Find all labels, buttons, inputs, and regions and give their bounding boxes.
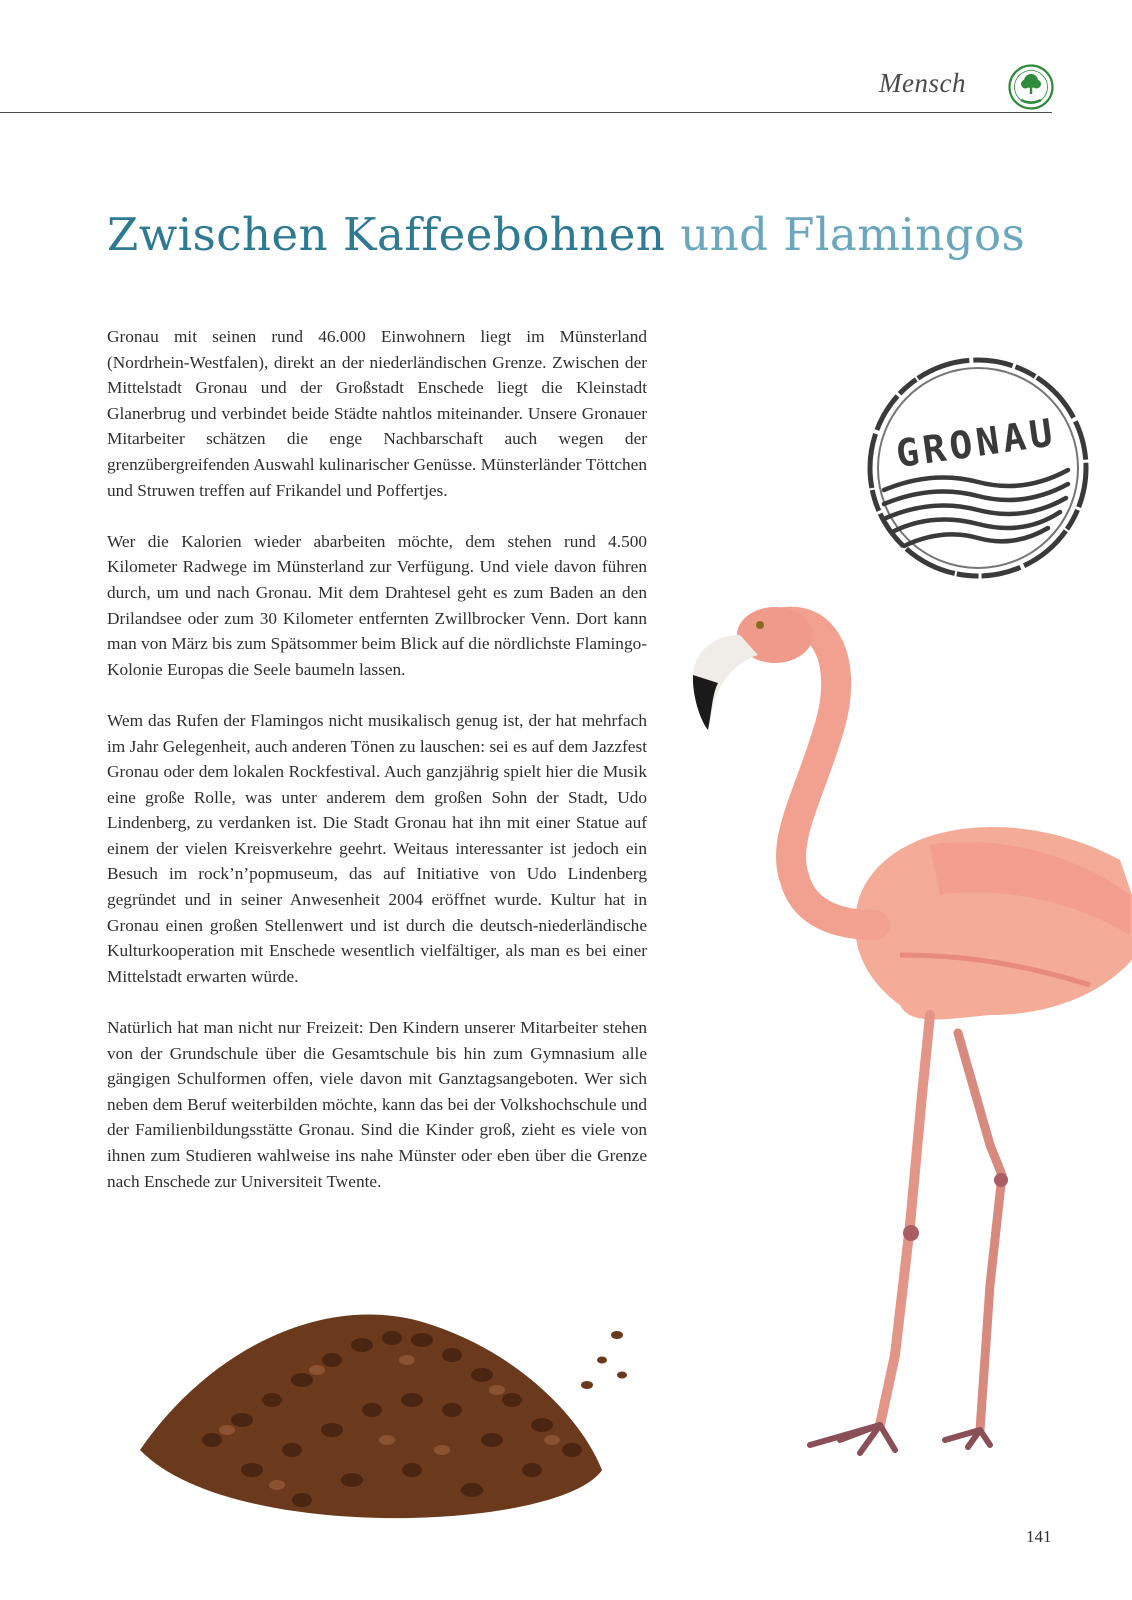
title-part-1: Zwischen Kaffeebohnen [107,208,666,261]
header-rule [0,112,1052,113]
article-body [107,324,647,1220]
article-paragraph: Natürlich hat man nicht nur Freizeit: Den Kindern unserer Mitarbeiter stehen von der Grundschule über die Gesamtschule bis hin zum Gymnasium alle gängigen Schulformen offen, viele davon mit Ganztagsangeboten. Wer sich neben dem Beruf weiterbilden möchte, kann das bei der Volkshochschule und der Familienbildungsstätte Gronau. Sind die Kinder groß, zieht es viele von ihnen zum Studieren wahlweise ins nahe Münster oder eben über die Grenze nach Enschede zur Universiteit Twente. [107,1018,647,1191]
title-part-2: und Flamingos [680,208,1026,261]
article-paragraph: Wer die Kalorien wieder abarbeiten möchte, dem stehen rund 4.500 Kilometer Radwege im Münsterland zur Verfügung. Und viele davon führen durch, um und nach Gronau. Mit dem Drahtesel geht es zum Baden an den Drilandsee oder zum 30 Kilometer entfernten Zwillbrocker Venn. Dort kann man von März bis zum Spätsommer beim Blick auf die nördlichste Flamingo-Kolonie Europas die Seele baumeln lassen. [107,531,647,679]
article-paragraph: Wem das Rufen der Flamingos nicht musikalisch genug ist, der hat mehrfach im Jahr Gelegenheit, auch anderen Tönen zu lauschen: sei es auf dem Jazzfest Gronau oder dem lokalen Rockfestival. Auch ganzjährig spielt hier die Musik eine große Rolle, was unter anderem dem großen Sohn der Stadt, Udo Lindenberg, zu verdanken ist. Die Stadt Gronau hat ihn mit einer Statue auf einem der vielen Kreisverkehre geehrt. Weitaus interessanter ist jedoch ein Besuch im rock’n’popmuseum, das auf Initiative von Udo Lindenberg gegründet und in seiner Anwesenheit 2004 eröffnet wurde. Kultur hat in Gronau einen großen Stellenwert und ist durch die deutsch-niederländische Kulturkooperation mit Enschede wesentlich vielfältiger, als man es bei einer Mittelstadt erwarten würde. [107,710,647,986]
article-paragraph: Gronau mit seinen rund 46.000 Einwohnern liegt im Münsterland (Nordrhein-Westfalen), direkt an der niederländischen Grenze. Zwischen der Mittelstadt Gronau und der Großstadt Enschede liegt die Kleinstadt Glanerbrug und verbindet beide Städte nahtlos miteinander. Unsere Gronauer Mitarbeiter schätzen die enge Nachbarschaft auch wegen der grenzübergreifenden Auswahl kulinarischer Genüsse. Münsterländer Töttchen und Struwen treffen auf Frikandel und Poffertjes. [107,327,647,500]
page-number: 141 [1026,1527,1052,1546]
coffee-beans-illustration [132,1300,652,1545]
company-logo-icon [1008,64,1054,110]
stamp-text: GRONAU [893,410,1060,477]
gronau-postal-stamp [862,352,1094,584]
page-title [107,208,1025,261]
flamingo-illustration [690,595,1132,1510]
section-label: Mensch [879,68,966,98]
